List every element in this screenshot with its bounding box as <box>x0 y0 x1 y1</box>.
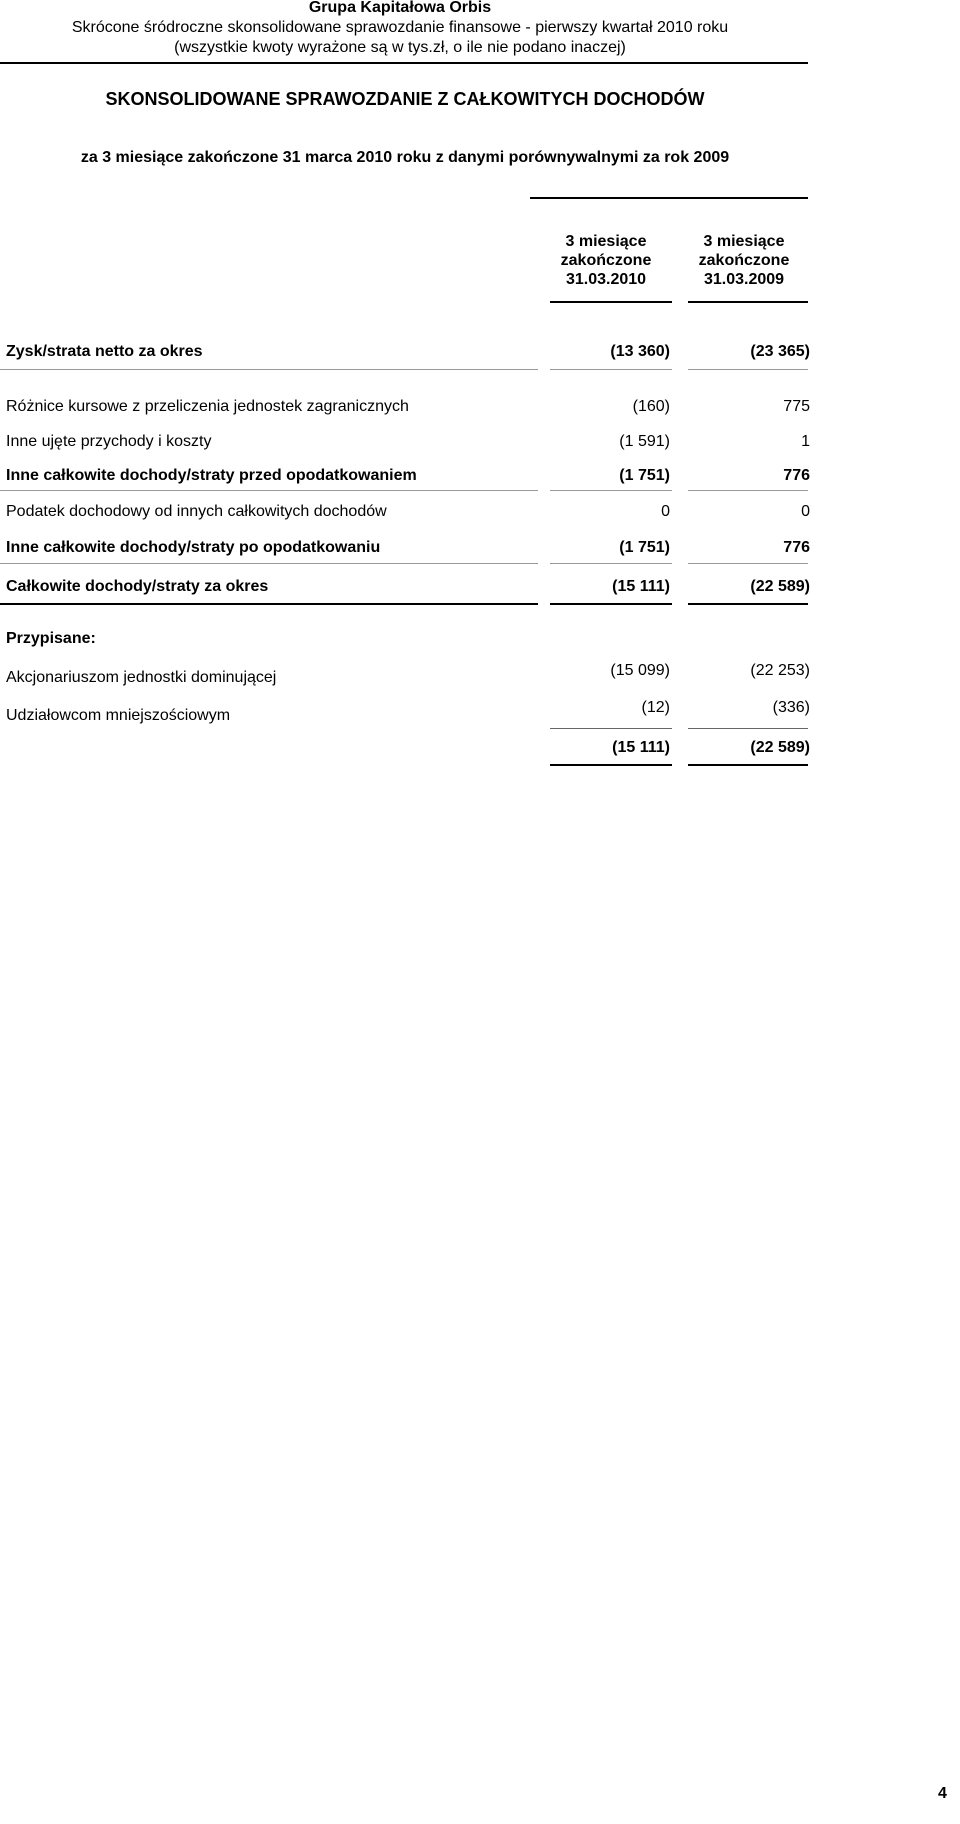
row-label-other-income-costs: Inne ujęte przychody i koszty <box>6 433 212 450</box>
row-label-income-tax-oci: Podatek dochodowy od innych całkowitych dochodów <box>6 503 387 520</box>
column-header-2009-line3: 31.03.2009 <box>703 271 785 288</box>
row-divider <box>550 369 672 370</box>
final-total-rule <box>688 764 808 766</box>
attributable-total-2010: (15 111) <box>612 739 670 756</box>
row-value-total-comprehensive-2010: (15 111) <box>612 578 670 595</box>
attributable-total-2009: (22 589) <box>750 739 810 756</box>
row-value-fx-differences-2010: (160) <box>632 398 670 415</box>
row-value-net-profit-2009: (23 365) <box>750 343 810 360</box>
header-divider <box>0 62 808 64</box>
row-value-oci-after-tax-2009: 776 <box>783 539 810 556</box>
row-value-other-income-costs-2009: 1 <box>801 433 810 450</box>
column-header-2009-line1: 3 miesiące <box>703 233 785 250</box>
column-header-2010-rule <box>550 301 672 303</box>
row-label-oci-before-tax: Inne całkowite dochody/straty przed opodatkowaniem <box>6 467 417 484</box>
report-subtitle: Skrócone śródroczne skonsolidowane sprawozdanie finansowe - pierwszy kwartał 2010 roku <box>71 19 729 36</box>
subtotal-divider <box>688 728 808 729</box>
row-value-income-tax-oci-2009: 0 <box>801 503 810 520</box>
row-divider <box>550 490 672 491</box>
total-divider <box>550 603 672 605</box>
column-header-2009-line2: zakończone <box>698 252 790 269</box>
row-divider <box>0 563 538 564</box>
row-value-oci-after-tax-2010: (1 751) <box>619 539 670 556</box>
column-header-2010-line2: zakończone <box>560 252 652 269</box>
row-value-fx-differences-2009: 775 <box>783 398 810 415</box>
row-label-net-profit: Zysk/strata netto za okres <box>6 343 203 360</box>
row-label-oci-after-tax: Inne całkowite dochody/straty po opodatkowaniu <box>6 539 381 556</box>
row-value-parent-shareholders-2010: (15 099) <box>610 662 670 679</box>
column-header-2010-line3: 31.03.2010 <box>565 271 647 288</box>
row-divider <box>688 563 808 564</box>
row-divider <box>0 490 538 491</box>
row-value-other-income-costs-2010: (1 591) <box>619 433 670 450</box>
row-value-oci-before-tax-2009: 776 <box>783 467 810 484</box>
subtotal-divider <box>550 728 672 729</box>
units-note: (wszystkie kwoty wyrażone są w tys.zł, o ile nie podano inaczej) <box>174 39 626 56</box>
attributable-heading: Przypisane: <box>6 630 96 647</box>
row-value-minority-interests-2010: (12) <box>641 699 670 716</box>
column-header-2009 <box>684 232 804 289</box>
row-divider <box>0 369 538 370</box>
row-value-total-comprehensive-2009: (22 589) <box>750 578 810 595</box>
statement-title: SKONSOLIDOWANE SPRAWOZDANIE Z CAŁKOWITYCH DOCHODÓW <box>105 89 705 109</box>
final-total-rule <box>550 764 672 766</box>
column-header-2010 <box>546 232 666 289</box>
column-header-2010-line1: 3 miesiące <box>565 233 647 250</box>
row-divider <box>688 369 808 370</box>
column-header-2009-rule <box>688 301 808 303</box>
column-header-top-rule <box>530 197 808 199</box>
row-value-income-tax-oci-2010: 0 <box>661 503 670 520</box>
row-value-minority-interests-2009: (336) <box>772 699 810 716</box>
row-value-oci-before-tax-2010: (1 751) <box>619 467 670 484</box>
row-divider <box>688 490 808 491</box>
row-label-fx-differences: Różnice kursowe z przeliczenia jednostek zagranicznych <box>6 398 409 415</box>
row-label-total-comprehensive: Całkowite dochody/straty za okres <box>6 578 269 595</box>
total-divider <box>0 603 538 605</box>
statement-period: za 3 miesiące zakończone 31 marca 2010 roku z danymi porównywalnymi za rok 2009 <box>80 149 730 166</box>
company-name: Grupa Kapitałowa Orbis <box>308 0 492 16</box>
row-label-minority-interests: Udziałowcom mniejszościowym <box>6 707 231 724</box>
total-divider <box>688 603 808 605</box>
row-divider <box>550 563 672 564</box>
row-value-net-profit-2010: (13 360) <box>610 343 670 360</box>
page-number: 4 <box>938 1785 947 1802</box>
row-value-parent-shareholders-2009: (22 253) <box>750 662 810 679</box>
row-label-parent-shareholders: Akcjonariuszom jednostki dominującej <box>6 669 277 686</box>
